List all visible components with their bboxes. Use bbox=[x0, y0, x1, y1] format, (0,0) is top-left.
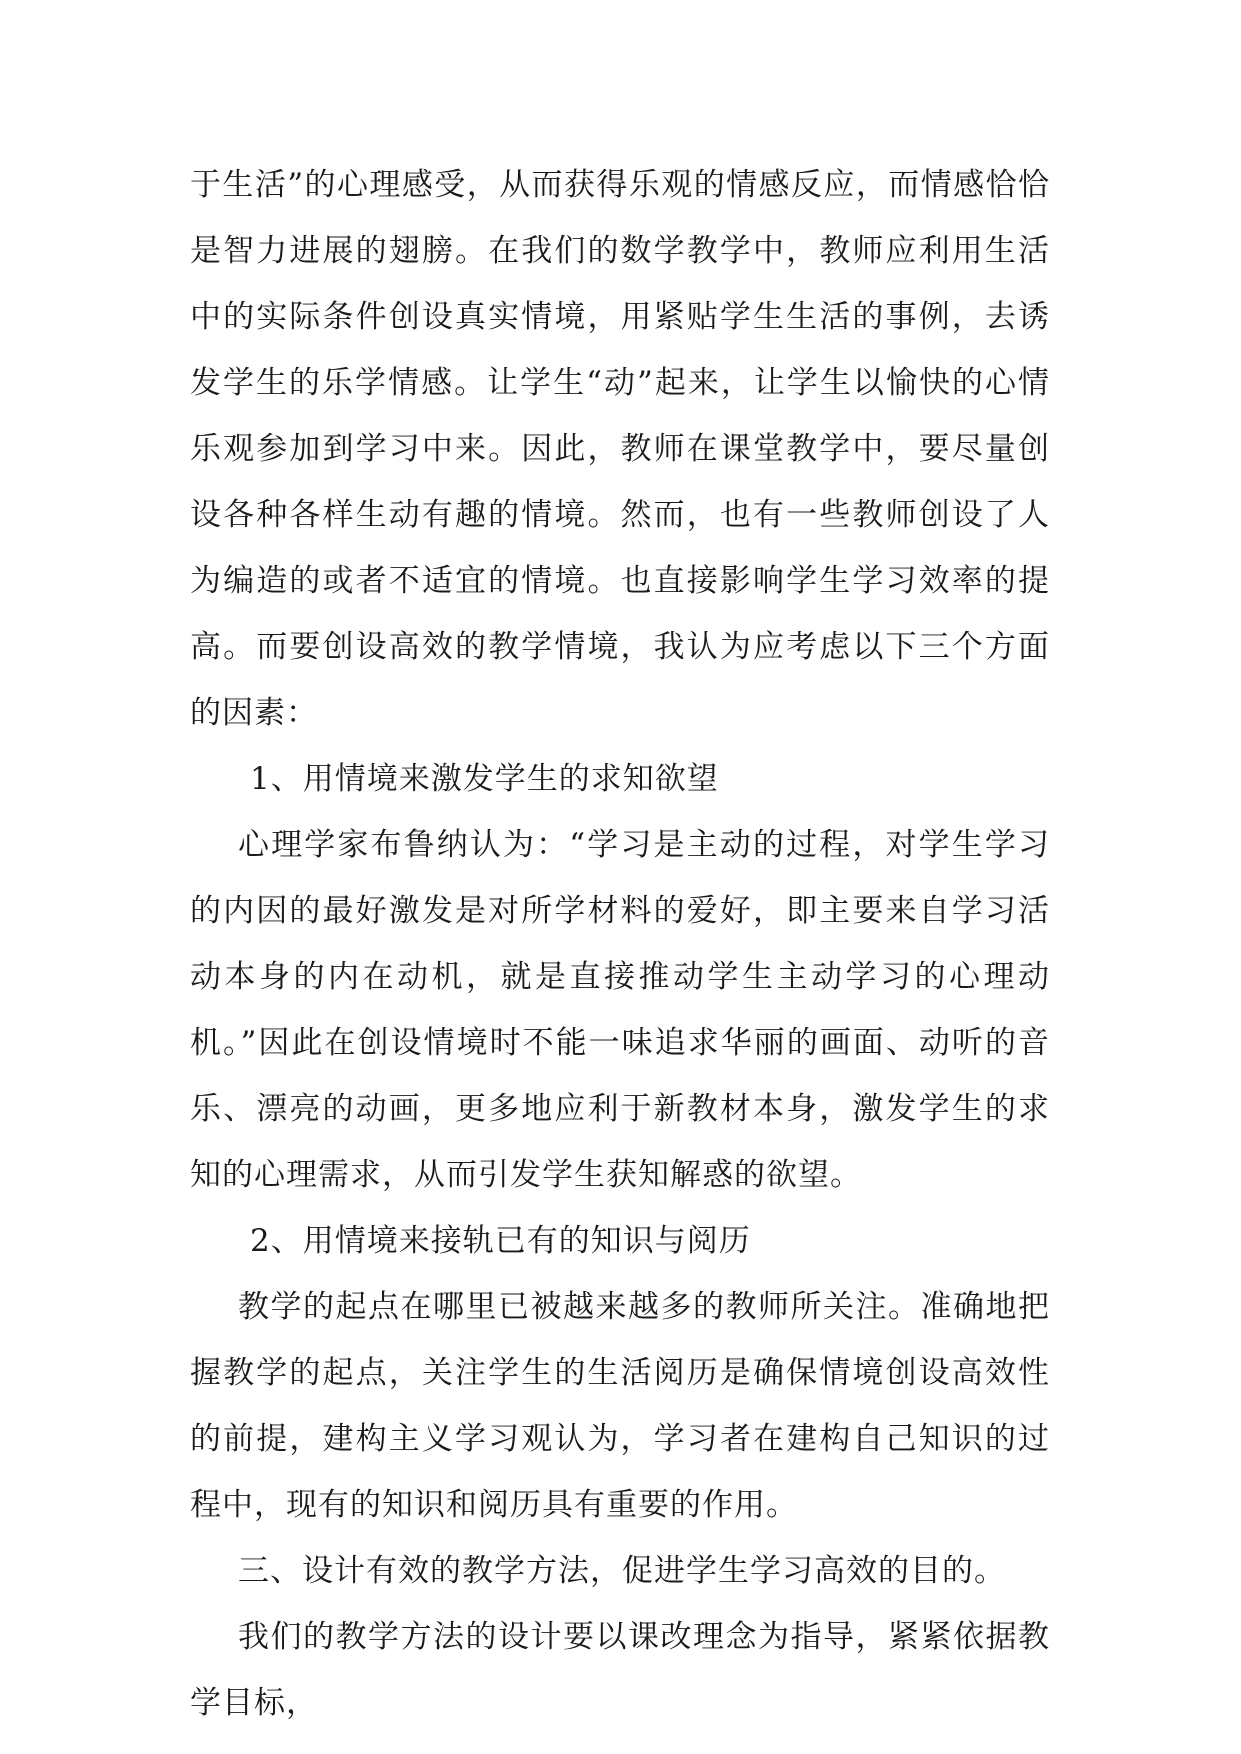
subheading-1: 1、用情境来激发学生的求知欲望 bbox=[250, 761, 719, 797]
paragraph-starting-point: 教学的起点在哪里已被越来越多的教师所关注。准确地把握教学的起点，关注学生的生活阅历是确保情境创设高效性的前提，建构主义学习观认为，学习者在建构自己知识的过程中，现有的知识和阅历具有重要的作用。 bbox=[190, 1289, 1050, 1523]
paragraph-continuation: 于生活”的心理感受，从而获得乐观的情感反应，而情感恰恰是智力进展的翅膀。在我们的数学教学中，教师应利用生活中的实际条件创设真实情境，用紧贴学生生活的事例，去诱发学生的乐学情感。让学生“动”起来，让学生以愉快的心情乐观参加到学习中来。因此，教师在课堂教学中，要尽量创设各种各样生动有趣的情境。然而，也有一些教师创设了人为编造的或者不适宜的情境。也直接影响学生学习效率的提高。而要创设高效的教学情境，我认为应考虑以下三个方面的因素： bbox=[190, 167, 1050, 731]
paragraph-bruner: 心理学家布鲁纳认为：“学习是主动的过程，对学生学习的内因的最好激发是对所学材料的爱好，即主要来自学习活动本身的内在动机，就是直接推动学生主动学习的心理动机。”因此在创设情境时不能一味追求华丽的画面、动听的音乐、漂亮的动画，更多地应利于新教材本身，激发学生的求知的心理需求，从而引发学生获知解惑的欲望。 bbox=[190, 827, 1050, 1193]
paragraph-methods: 我们的教学方法的设计要以课改理念为指导，紧紧依据教学目标， bbox=[190, 1619, 1050, 1721]
body-text bbox=[190, 152, 1050, 1736]
section-heading-3: 三、设计有效的教学方法，促进学生学习高效的目的。 bbox=[238, 1553, 1006, 1589]
subheading-2: 2、用情境来接轨已有的知识与阅历 bbox=[250, 1223, 751, 1259]
